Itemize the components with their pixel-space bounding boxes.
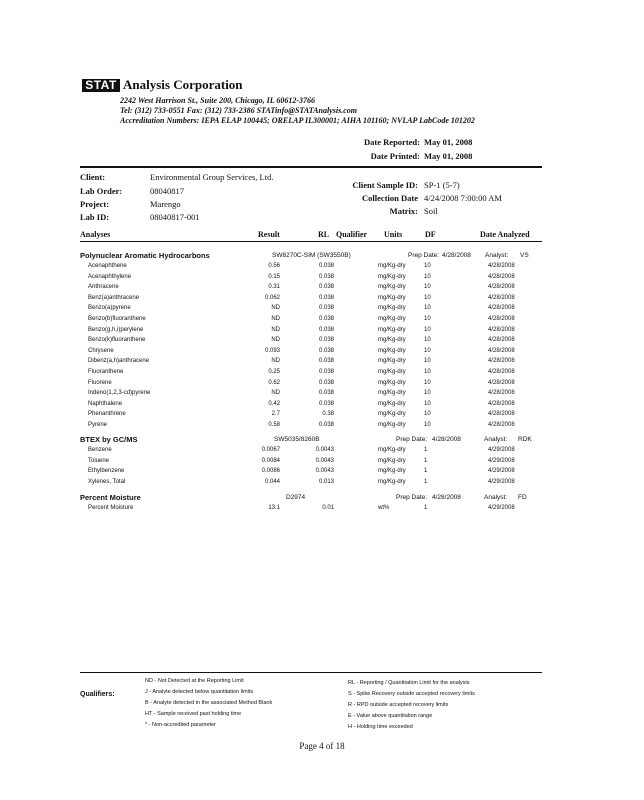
reporting-limit: 0.038	[318, 369, 334, 375]
result-value: 0.15	[268, 273, 280, 280]
qualifier-h: H - Holding time exceeded	[348, 724, 413, 730]
reporting-limit: 0.038	[318, 347, 334, 354]
dilution-factor: 10	[424, 273, 431, 280]
result-value: ND	[271, 316, 280, 322]
analyte-name: Benzo(a)pyrene	[88, 305, 131, 312]
analyte-name: Anthracene	[88, 284, 119, 291]
result-value: 0.0086	[261, 468, 280, 475]
analyte-name: Phenanthrene	[88, 411, 126, 418]
units: mg/Kg-dry	[378, 263, 406, 269]
units: mg/Kg-dry	[378, 294, 406, 301]
analyte-name: Fluorene	[88, 379, 112, 386]
result-value: 0.56	[268, 263, 280, 269]
analyte-name: Benzo(k)fluoranthene	[88, 337, 146, 344]
result-value: 0.58	[268, 422, 280, 428]
dilution-factor: 10	[424, 358, 431, 365]
result-value: 0.093	[264, 347, 280, 354]
date-analyzed: 4/28/2008	[488, 284, 515, 291]
date-analyzed: 4/28/2008	[488, 400, 515, 407]
date-analyzed: 4/28/2008	[488, 390, 515, 397]
reporting-limit: 0.038	[318, 263, 334, 269]
footer-divider	[80, 672, 542, 673]
company-name: Analysis Corporation	[123, 77, 243, 92]
units: mg/Kg-dry	[378, 347, 406, 354]
date-analyzed: 4/28/2008	[488, 326, 515, 333]
table-row	[0, 447, 644, 457]
collection-date-label: Collection Date	[362, 193, 418, 203]
reporting-limit: 0.0043	[315, 457, 334, 464]
analyte-name: Benzene	[88, 447, 112, 453]
dilution-factor: 10	[424, 379, 431, 386]
client-sample-id-label: Client Sample ID:	[352, 180, 418, 190]
reporting-limit: 0.0043	[315, 468, 334, 475]
dilution-factor: 10	[424, 347, 431, 354]
result-value: ND	[271, 390, 280, 397]
table-row	[0, 422, 644, 432]
date-analyzed: 4/29/2008	[488, 505, 515, 511]
reporting-limit: 0.038	[318, 379, 334, 386]
reporting-limit: 0.038	[318, 422, 334, 428]
units: mg/Kg-dry	[378, 457, 406, 464]
section-method-pah: SW8270C-SIM (SW3550B)	[272, 252, 351, 259]
units: mg/Kg-dry	[378, 358, 406, 365]
date-analyzed: 4/28/2008	[488, 337, 515, 344]
date-analyzed: 4/29/2008	[488, 468, 515, 475]
analyst-label-moisture: Analyst:	[484, 494, 508, 501]
prep-date-pah: 4/28/2008	[442, 252, 471, 259]
reporting-limit: 0.038	[318, 305, 334, 312]
analyst-moisture: FD	[518, 494, 527, 501]
prep-date-moisture: 4/28/2008	[432, 494, 461, 501]
date-analyzed: 4/28/2008	[488, 273, 515, 280]
reporting-limit: 0.0043	[315, 447, 334, 453]
table-row	[0, 468, 644, 478]
analyte-name: Indeno(1,2,3-cd)pyrene	[88, 390, 151, 397]
result-value: 0.0084	[261, 457, 280, 464]
qualifier-rl: RL - Reporting / Quantitation Limit for the analysis	[348, 680, 470, 686]
units: mg/Kg-dry	[378, 411, 406, 418]
reporting-limit: 0.013	[318, 478, 334, 485]
result-value: 0.0067	[261, 447, 280, 453]
table-row	[0, 263, 644, 273]
dilution-factor: 10	[424, 400, 431, 407]
units: mg/Kg-dry	[378, 284, 406, 291]
dilution-factor: 10	[424, 316, 431, 322]
reporting-limit: 0.038	[318, 358, 334, 365]
units: mg/Kg-dry	[378, 326, 406, 333]
analyte-name: Acenaphthylene	[88, 273, 132, 280]
reporting-limit: 0.038	[318, 273, 334, 280]
date-analyzed: 4/28/2008	[488, 294, 515, 301]
qualifier-e: E - Value above quantitation range	[348, 713, 433, 719]
company-address: 2242 West Harrison St., Suite 200, Chicago, IL 60612-3766	[120, 96, 315, 105]
dilution-factor: 10	[424, 369, 431, 375]
date-analyzed: 4/29/2008	[488, 478, 515, 485]
project-value: Marengo	[150, 199, 181, 209]
table-row	[0, 380, 644, 390]
date-printed-label: Date Printed:	[370, 151, 420, 161]
units: mg/Kg-dry	[378, 468, 406, 475]
dilution-factor: 1	[424, 457, 428, 464]
result-value: ND	[271, 305, 280, 312]
project-label: Project:	[80, 199, 110, 209]
column-header-divider	[80, 241, 542, 242]
analyte-name: Ethylbenzene	[88, 468, 125, 475]
units: mg/Kg-dry	[378, 478, 406, 485]
dilution-factor: 10	[424, 390, 431, 397]
header-divider	[80, 166, 542, 168]
units: mg/Kg-dry	[378, 273, 406, 280]
reporting-limit: 0.38	[322, 411, 334, 418]
table-row	[0, 411, 644, 421]
result-value: ND	[271, 358, 280, 365]
reporting-limit: 0.01	[322, 505, 334, 511]
analyte-name: Acenaphthene	[88, 263, 127, 269]
col-rl: RL	[318, 230, 330, 239]
col-units: Units	[384, 230, 403, 239]
table-row	[0, 505, 644, 515]
units: wt%	[378, 505, 390, 511]
table-row	[0, 337, 644, 347]
result-value: ND	[271, 326, 280, 333]
analyte-name: Benz(a)anthracene	[88, 294, 140, 301]
analyst-pah: VS	[520, 252, 529, 259]
qualifier-r: R - RPD outside accepted recovery limits	[348, 702, 449, 708]
result-value: 0.062	[264, 294, 280, 301]
date-analyzed: 4/28/2008	[488, 369, 515, 375]
result-value: 0.42	[268, 400, 280, 407]
result-value: ND	[271, 337, 280, 344]
analyte-name: Chrysene	[88, 347, 114, 354]
collection-date-value: 4/24/2008 7:00:00 AM	[424, 193, 502, 203]
qualifier-b: B - Analyte detected in the associated Method Blank	[145, 700, 273, 706]
units: mg/Kg-dry	[378, 422, 406, 428]
dilution-factor: 1	[424, 478, 428, 485]
reporting-limit: 0.038	[318, 400, 334, 407]
result-value: 0.62	[268, 379, 280, 386]
stat-logo: STAT	[82, 79, 120, 92]
table-row	[0, 390, 644, 400]
analyte-name: Naphthalene	[88, 400, 123, 407]
prep-date-btex: 4/28/2008	[432, 436, 461, 443]
table-row	[0, 274, 644, 284]
date-reported-label: Date Reported:	[364, 137, 420, 147]
analyte-name: Benzo(b)fluoranthene	[88, 316, 146, 322]
dilution-factor: 10	[424, 411, 431, 418]
date-printed-value: May 01, 2008	[424, 151, 473, 161]
dilution-factor: 10	[424, 263, 431, 269]
date-analyzed: 4/28/2008	[488, 358, 515, 365]
result-value: 0.25	[268, 369, 280, 375]
matrix-label: Matrix:	[389, 206, 418, 216]
result-value: 0.31	[268, 284, 280, 291]
units: mg/Kg-dry	[378, 337, 406, 344]
result-value: 0.044	[264, 478, 280, 485]
dilution-factor: 10	[424, 337, 431, 344]
dilution-factor: 10	[424, 284, 431, 291]
lab-id-value: 08040817-001	[150, 212, 200, 222]
analyte-name: Pyrene	[88, 422, 108, 428]
table-row	[0, 358, 644, 368]
units: mg/Kg-dry	[378, 305, 406, 312]
col-date-analyzed: Date Analyzed	[480, 230, 530, 239]
units: mg/Kg-dry	[378, 316, 406, 322]
prep-label-pah: Prep Date:	[408, 252, 440, 259]
dilution-factor: 10	[424, 294, 431, 301]
client-label: Client:	[80, 172, 106, 182]
analyte-name: Toluene	[88, 457, 110, 464]
lab-order-value: 08040817	[150, 186, 184, 196]
dilution-factor: 1	[424, 447, 428, 453]
table-row	[0, 458, 644, 468]
client-sample-id-value: SP-1 (5-7)	[424, 180, 460, 190]
qualifier-s: S - Spike Recovery outside accepted recovery limits	[348, 691, 475, 697]
section-title-moisture: Percent Moisture	[80, 493, 141, 502]
analyst-btex: RDK	[518, 436, 532, 443]
date-analyzed: 4/28/2008	[488, 379, 515, 386]
table-row	[0, 401, 644, 411]
dilution-factor: 10	[424, 422, 431, 428]
dilution-factor: 10	[424, 305, 431, 312]
analyst-label-pah: Analyst:	[485, 252, 509, 259]
units: mg/Kg-dry	[378, 369, 406, 375]
table-row	[0, 295, 644, 305]
col-analyses: Analyses	[80, 230, 111, 239]
qualifier-star: * - Non-accredited parameter	[145, 722, 216, 728]
table-row	[0, 479, 644, 489]
matrix-value: Soil	[424, 206, 438, 216]
lab-order-label: Lab Order:	[80, 186, 123, 196]
qualifiers-label: Qualifiers:	[80, 691, 115, 698]
units: mg/Kg-dry	[378, 400, 406, 407]
date-analyzed: 4/28/2008	[488, 305, 515, 312]
qualifier-nd: ND - Not Detected at the Reporting Limit	[145, 678, 244, 684]
section-title-btex: BTEX by GC/MS	[80, 435, 138, 444]
reporting-limit: 0.038	[318, 337, 334, 344]
analyte-name: Dibenz(a,h)anthracene	[88, 358, 150, 365]
client-value: Environmental Group Services, Ltd.	[150, 172, 274, 182]
dilution-factor: 1	[424, 468, 428, 475]
table-row	[0, 348, 644, 358]
table-row	[0, 284, 644, 294]
qualifier-j: J - Analyte detected below quantitation limits	[145, 689, 254, 695]
reporting-limit: 0.038	[318, 284, 334, 291]
company-contact: Tel: (312) 733-0551 Fax: (312) 733-2386 STATinfo@STATAnalysis.com	[120, 106, 357, 115]
prep-label-btex: Prep Date:	[396, 436, 428, 443]
date-analyzed: 4/29/2008	[488, 447, 515, 453]
reporting-limit: 0.038	[318, 390, 334, 397]
date-analyzed: 4/28/2008	[488, 263, 515, 269]
dilution-factor: 10	[424, 326, 431, 333]
result-value: 13.1	[268, 505, 280, 511]
analyte-name: Xylenes, Total	[88, 478, 126, 485]
units: mg/Kg-dry	[378, 390, 406, 397]
col-df: DF	[425, 230, 436, 239]
dilution-factor: 1	[424, 505, 428, 511]
reporting-limit: 0.038	[318, 294, 334, 301]
section-method-moisture: D2974	[286, 494, 306, 501]
analyst-label-btex: Analyst:	[484, 436, 508, 443]
analyte-name: Benzo(g,h,i)perylene	[88, 326, 144, 333]
analyte-name: Percent Moisture	[88, 505, 134, 511]
table-row	[0, 369, 644, 379]
units: mg/Kg-dry	[378, 447, 406, 453]
table-row	[0, 316, 644, 326]
page-number: Page 4 of 18	[299, 741, 345, 751]
date-analyzed: 4/28/2008	[488, 316, 515, 322]
date-analyzed: 4/28/2008	[488, 422, 515, 428]
reporting-limit: 0.038	[318, 316, 334, 322]
reporting-limit: 0.038	[318, 326, 334, 333]
table-row	[0, 305, 644, 315]
section-title-pah: Polynuclear Aromatic Hydrocarbons	[80, 251, 210, 260]
qualifier-ht: HT - Sample received past holding time	[145, 711, 242, 717]
lab-id-label: Lab ID:	[80, 212, 110, 222]
units: mg/Kg-dry	[378, 379, 406, 386]
date-reported-value: May 01, 2008	[424, 137, 473, 147]
col-qualifier: Qualifier	[336, 230, 368, 239]
result-value: 2.7	[271, 411, 280, 418]
prep-label-moisture: Prep Date:	[396, 494, 428, 501]
analyte-name: Fluoranthene	[88, 369, 124, 375]
col-result: Result	[258, 230, 280, 239]
date-analyzed: 4/28/2008	[488, 347, 515, 354]
date-analyzed: 4/28/2008	[488, 411, 515, 418]
section-method-btex: SW5035/8260B	[274, 436, 320, 443]
table-row	[0, 327, 644, 337]
accreditation-numbers: Accreditation Numbers: IEPA ELAP 100445; ORELAP IL300001; AIHA 101160; NVLAP LabCode 101202	[120, 116, 475, 125]
date-analyzed: 4/29/2008	[488, 457, 515, 464]
